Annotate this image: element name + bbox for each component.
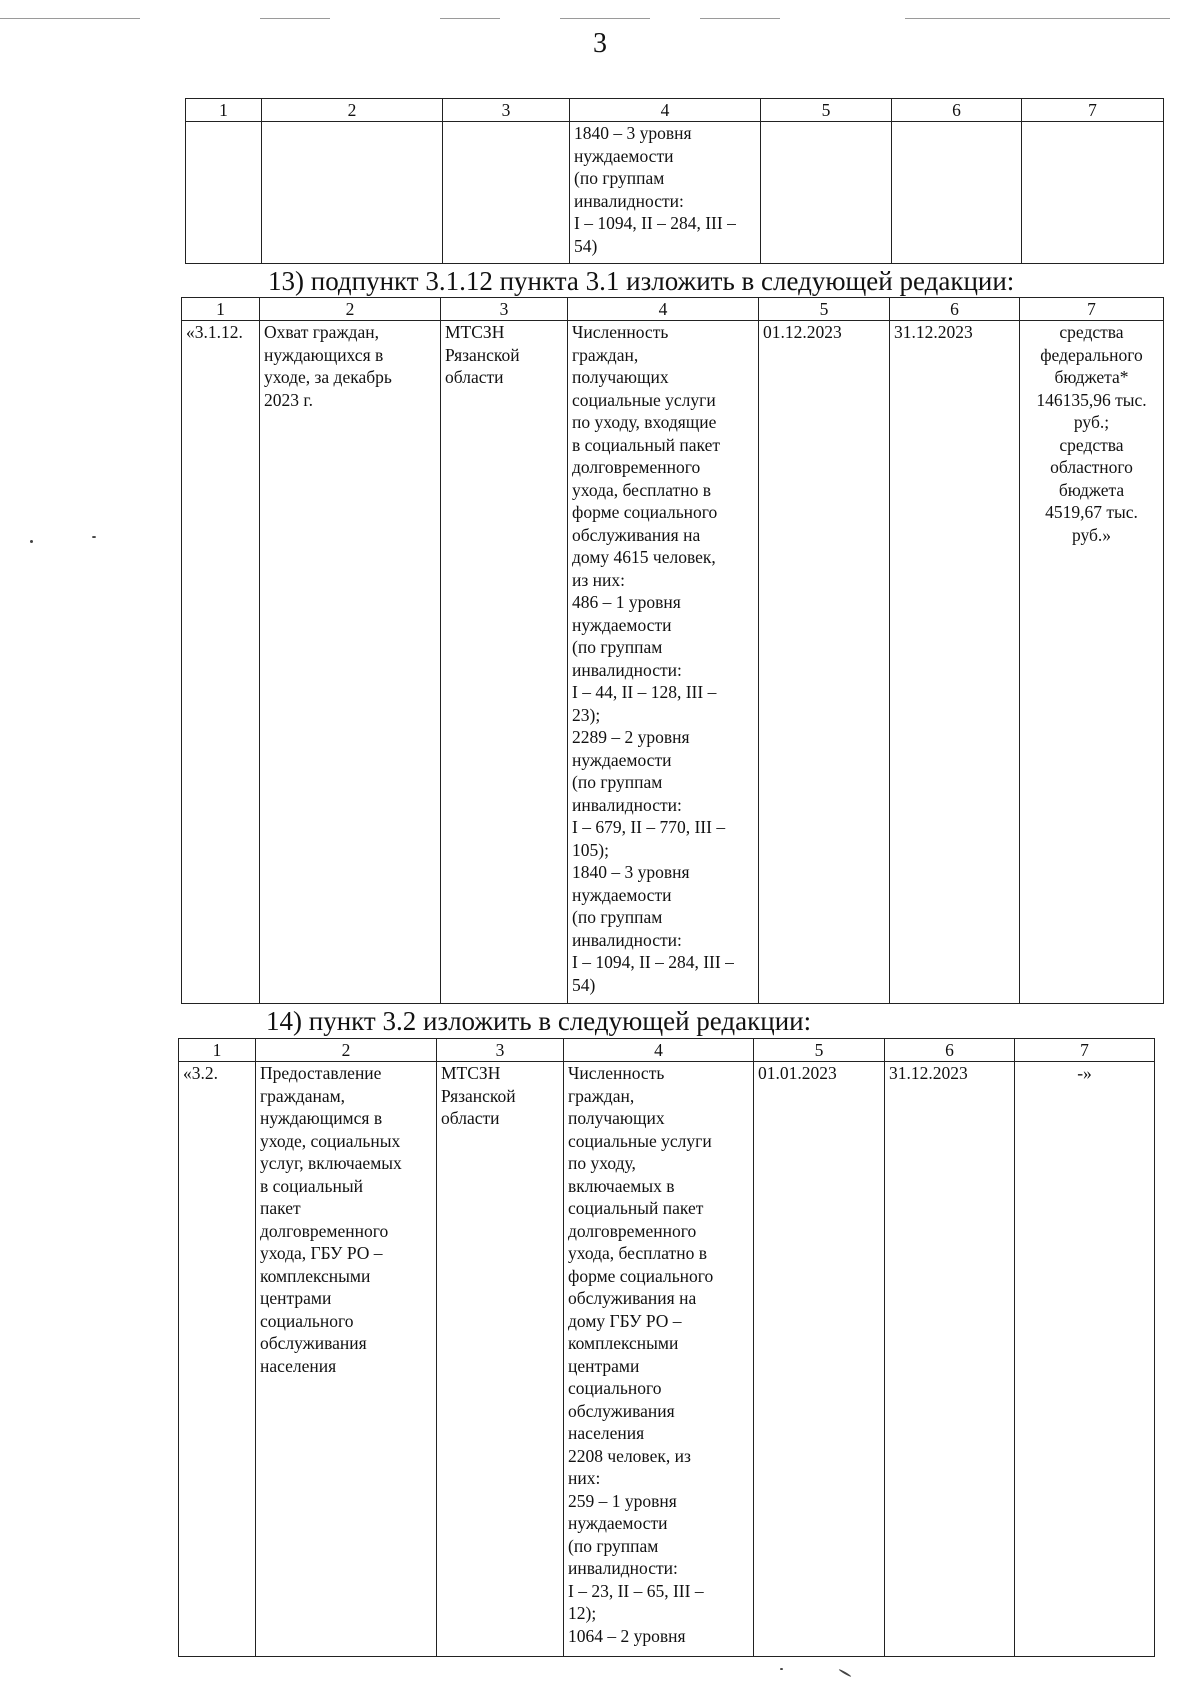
cell-text-line: социального bbox=[568, 1378, 662, 1398]
cell-text-line: (по группам bbox=[568, 1535, 659, 1556]
scan-edge-line bbox=[905, 18, 1170, 19]
cell-text-line: в социальный пакет bbox=[572, 434, 720, 455]
cell-text-line: Рязанской bbox=[441, 1085, 516, 1106]
cell-text-line: уходе, социальных bbox=[260, 1130, 401, 1151]
cell-text-line: областного bbox=[1050, 457, 1133, 477]
cell-text-line: центрами bbox=[568, 1355, 640, 1376]
table-header-row bbox=[182, 298, 1164, 321]
column-number: 7 bbox=[1022, 99, 1164, 122]
cell-text-line: 2208 человек, из bbox=[568, 1445, 691, 1466]
table-3-1-12 bbox=[181, 297, 1164, 1004]
cell-text-line: области bbox=[441, 1108, 500, 1128]
cell-indicator bbox=[564, 1062, 754, 1657]
section-heading-14: 14) пункт 3.2 изложить в следующей редакции: bbox=[266, 1006, 812, 1036]
cell-text-line: Численность bbox=[572, 322, 669, 342]
cell-text-line: (по группам bbox=[572, 907, 663, 927]
cell-text-line: получающих bbox=[572, 367, 669, 387]
cell-end-date: 31.12.2023 bbox=[890, 321, 1020, 1004]
column-number: 7 bbox=[1020, 298, 1164, 321]
cell-text-line: 12); bbox=[568, 1603, 597, 1623]
column-number: 6 bbox=[885, 1039, 1015, 1062]
column-number: 4 bbox=[564, 1039, 754, 1062]
cell-text-line: социального bbox=[260, 1310, 354, 1331]
column-number: 5 bbox=[759, 298, 890, 321]
table-header-row bbox=[179, 1039, 1155, 1062]
cell-executor bbox=[443, 122, 570, 264]
cell-text-line: центрами bbox=[260, 1288, 332, 1308]
scan-edge-line bbox=[560, 18, 650, 19]
cell-text-line: форме социального bbox=[572, 502, 718, 522]
cell-text-line: граждан, bbox=[572, 344, 639, 365]
cell-funding bbox=[1022, 122, 1164, 264]
table-header-row bbox=[186, 99, 1164, 122]
cell-text-line: по уходу, входящие bbox=[572, 412, 717, 432]
column-number: 3 bbox=[443, 99, 570, 122]
cell-text-line: бюджета* bbox=[1054, 367, 1129, 387]
cell-text-line: нуждаемости bbox=[568, 1513, 668, 1533]
cell-text-line: Рязанской bbox=[445, 344, 520, 365]
cell-funding bbox=[1020, 321, 1164, 1004]
table-row bbox=[179, 1062, 1155, 1657]
cell-text-line: по уходу, bbox=[568, 1153, 636, 1173]
cell-text-line: федерального bbox=[1040, 344, 1143, 365]
scan-speck bbox=[780, 1668, 783, 1670]
column-number: 2 bbox=[260, 298, 441, 321]
cell-executor bbox=[437, 1062, 564, 1657]
cell-text-line: 105); bbox=[572, 839, 609, 860]
cell-text-line: обслуживания на bbox=[572, 524, 701, 545]
cell-text-line: инвалидности: bbox=[572, 659, 682, 680]
cell-number: «3.2. bbox=[179, 1062, 256, 1657]
page-number: 3 bbox=[593, 28, 607, 59]
cell-text-line: граждан, bbox=[568, 1085, 635, 1106]
cell-text-line: I – 44, II – 128, III – bbox=[572, 682, 717, 702]
cell-end-date bbox=[892, 122, 1022, 264]
cell-text-line: 1064 – 2 уровня bbox=[568, 1625, 686, 1646]
cell-text-line: комплексными bbox=[260, 1265, 371, 1286]
cell-text-line: бюджета bbox=[1058, 479, 1125, 500]
column-number: 7 bbox=[1015, 1039, 1155, 1062]
cell-name bbox=[256, 1062, 437, 1657]
cell-text-line: инвалидности: bbox=[572, 794, 682, 815]
cell-text-line: ухода, ГБУ РО – bbox=[260, 1243, 383, 1263]
cell-executor bbox=[441, 321, 568, 1004]
cell-start-date bbox=[761, 122, 892, 264]
cell-text-line: Предоставление bbox=[260, 1063, 382, 1083]
cell-start-date: 01.12.2023 bbox=[759, 321, 890, 1004]
cell-text-line: средства bbox=[1059, 434, 1124, 455]
cell-text-line: средства bbox=[1059, 322, 1124, 342]
cell-text-line: инвалидности: bbox=[568, 1558, 678, 1578]
column-number: 1 bbox=[182, 298, 260, 321]
cell-text-line: социальный пакет bbox=[568, 1198, 704, 1218]
cell-text-line: обслуживания на bbox=[568, 1288, 697, 1308]
cell-funding: -» bbox=[1015, 1062, 1155, 1657]
cell-text-line: получающих bbox=[568, 1108, 665, 1128]
cell-text-line: нуждаемости bbox=[572, 749, 672, 770]
column-number: 1 bbox=[179, 1039, 256, 1062]
scan-edge-line bbox=[440, 18, 500, 19]
cell-text-line: I – 679, II – 770, III – bbox=[572, 817, 726, 837]
cell-text-line: из них: bbox=[572, 569, 625, 590]
cell-text-line: долговременного bbox=[260, 1220, 389, 1241]
column-number: 5 bbox=[761, 99, 892, 122]
cell-number: «3.1.12. bbox=[182, 321, 260, 1004]
cell-text-line: 4519,67 тыс. bbox=[1045, 502, 1138, 522]
cell-text-line: 259 – 1 уровня bbox=[568, 1490, 677, 1511]
table-3-2 bbox=[178, 1038, 1155, 1657]
section-heading-13: 13) подпункт 3.1.12 пункта 3.1 изложить в следующей редакции: bbox=[268, 266, 1015, 296]
cell-text-line: услуг, включаемых bbox=[260, 1153, 402, 1173]
cell-text-line: Охват граждан, bbox=[264, 322, 379, 342]
cell-text-line: 2289 – 2 уровня bbox=[572, 727, 690, 747]
column-number: 3 bbox=[437, 1039, 564, 1062]
column-number: 4 bbox=[570, 99, 761, 122]
cell-number bbox=[186, 122, 262, 264]
cell-text-line: нуждаемости bbox=[572, 614, 672, 635]
scan-speck bbox=[838, 1669, 851, 1678]
scan-edge-line bbox=[260, 18, 330, 19]
cell-text-line: 54) bbox=[574, 235, 598, 256]
scan-speck bbox=[92, 536, 96, 538]
cell-text-line: социальные услуги bbox=[572, 389, 716, 410]
cell-text-line: 1840 – 3 уровня bbox=[572, 862, 690, 882]
cell-text-line: руб.; bbox=[1073, 412, 1110, 432]
column-number: 2 bbox=[262, 99, 443, 122]
cell-text-line: МТСЗН bbox=[445, 322, 505, 342]
cell-text-line: (по группам bbox=[572, 772, 663, 792]
cell-text-line: форме социального bbox=[568, 1265, 714, 1286]
table-row bbox=[186, 122, 1164, 264]
column-number: 1 bbox=[186, 99, 262, 122]
column-number: 2 bbox=[256, 1039, 437, 1062]
cell-text-line: комплексными bbox=[568, 1333, 679, 1353]
column-number: 4 bbox=[568, 298, 759, 321]
cell-text-line: области bbox=[445, 367, 504, 387]
cell-text-line: нуждающихся в bbox=[264, 344, 384, 365]
cell-text-line: МТСЗН bbox=[441, 1063, 501, 1083]
cell-text-line: (по группам bbox=[572, 637, 663, 657]
cell-text-line: нуждаемости bbox=[572, 884, 672, 905]
cell-text-line: долговременного bbox=[568, 1220, 697, 1241]
cell-text-line: I – 1094, II – 284, III – bbox=[572, 952, 734, 972]
column-number: 6 bbox=[890, 298, 1020, 321]
cell-start-date: 01.01.2023 bbox=[754, 1062, 885, 1657]
cell-text-line: них: bbox=[568, 1468, 601, 1488]
cell-name bbox=[262, 122, 443, 264]
column-number: 5 bbox=[754, 1039, 885, 1062]
cell-text-line: 486 – 1 уровня bbox=[572, 592, 681, 612]
scan-edge-line bbox=[0, 18, 140, 19]
scan-edge-line bbox=[700, 18, 780, 19]
cell-indicator bbox=[570, 122, 761, 264]
cell-text-line: социальные услуги bbox=[568, 1130, 712, 1151]
column-number: 3 bbox=[441, 298, 568, 321]
cell-text-line: 54) bbox=[572, 974, 596, 995]
cell-text-line: Численность bbox=[568, 1063, 665, 1083]
scan-speck bbox=[30, 540, 33, 543]
cell-text-line: дому 4615 человек, bbox=[572, 547, 716, 567]
cell-text-line: нуждающимся в bbox=[260, 1108, 383, 1128]
cell-text-line: гражданам, bbox=[260, 1085, 346, 1106]
cell-text-line: долговременного bbox=[572, 457, 701, 477]
cell-text-line: населения bbox=[568, 1423, 645, 1443]
cell-text-line: обслуживания bbox=[260, 1333, 367, 1353]
cell-text-line: инвалидности: bbox=[572, 929, 682, 950]
cell-text-line: в социальный bbox=[260, 1175, 364, 1196]
cell-indicator bbox=[568, 321, 759, 1004]
cell-name bbox=[260, 321, 441, 1004]
cell-text-line: I – 23, II – 65, III – bbox=[568, 1580, 704, 1601]
cell-end-date: 31.12.2023 bbox=[885, 1062, 1015, 1657]
cell-text-line: ухода, бесплатно в bbox=[568, 1243, 707, 1263]
cell-text-line: населения bbox=[260, 1355, 337, 1376]
cell-text-line: дому ГБУ РО – bbox=[568, 1310, 682, 1331]
cell-text-line: (по группам bbox=[574, 168, 665, 188]
cell-text-line: нуждаемости bbox=[574, 145, 674, 166]
cell-text-line: 2023 г. bbox=[264, 389, 313, 410]
cell-text-line: обслуживания bbox=[568, 1400, 675, 1421]
cell-text-line: пакет bbox=[260, 1198, 301, 1218]
cell-text-line: 23); bbox=[572, 704, 601, 725]
column-number: 6 bbox=[892, 99, 1022, 122]
cell-text-line: I – 1094, II – 284, III – bbox=[574, 213, 736, 233]
cell-text-line: 146135,96 тыс. bbox=[1036, 389, 1147, 410]
cell-text-line: инвалидности: bbox=[574, 190, 684, 211]
cell-text-line: включаемых в bbox=[568, 1175, 675, 1196]
table-continuation bbox=[185, 98, 1164, 264]
cell-text-line: ухода, бесплатно в bbox=[572, 479, 711, 500]
cell-text-line: уходе, за декабрь bbox=[264, 367, 392, 387]
cell-text-line: руб.» bbox=[1071, 524, 1112, 545]
table-row bbox=[182, 321, 1164, 1004]
cell-text-line: 1840 – 3 уровня bbox=[574, 123, 692, 143]
